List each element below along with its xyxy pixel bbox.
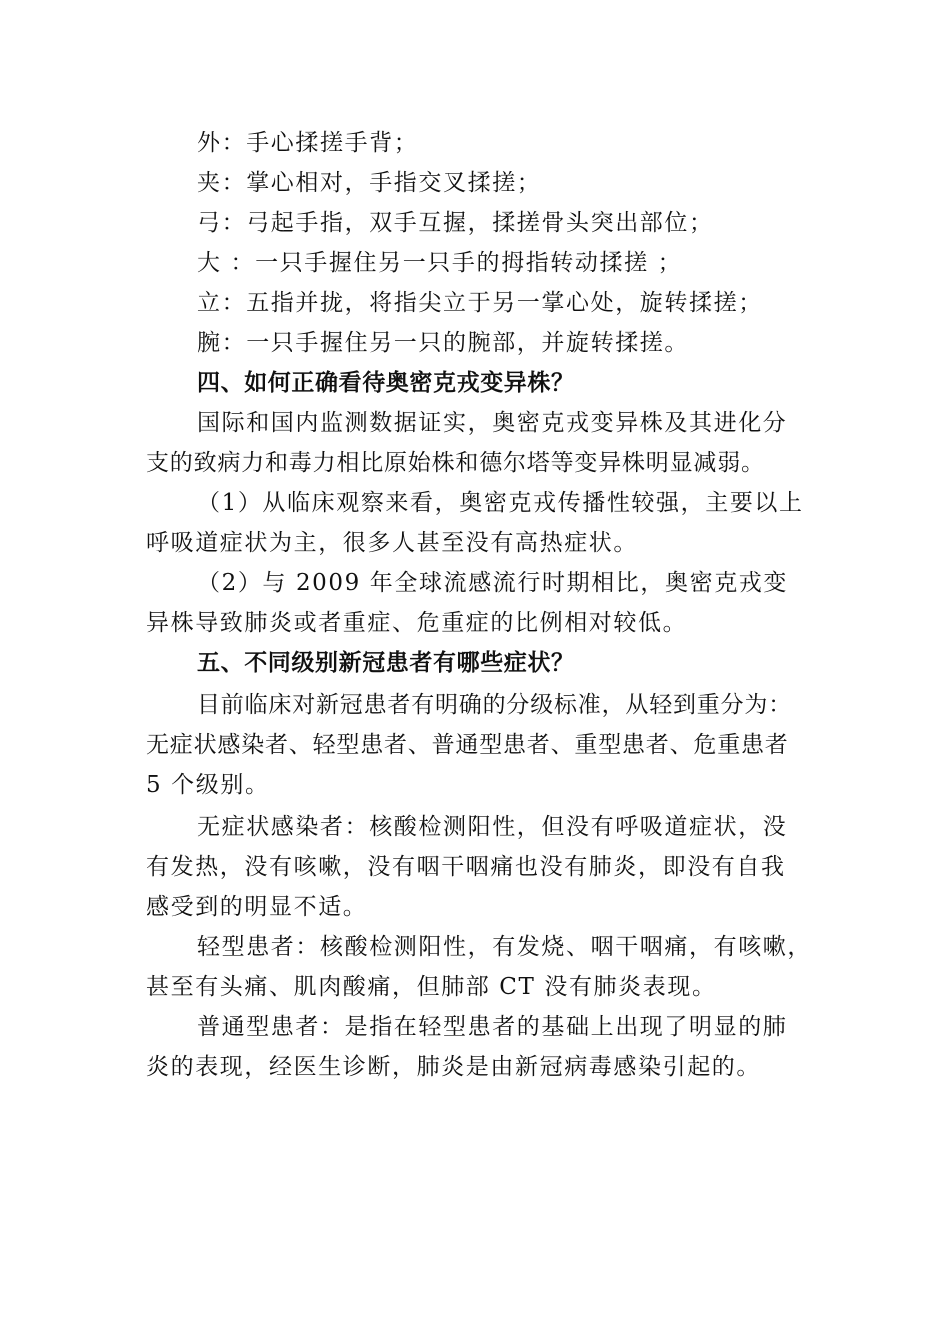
section-4-para2-line2: 呼吸道症状为主，很多人甚至没有高热症状。 bbox=[146, 530, 638, 556]
asymptomatic-line1: 无症状感染者：核酸检测阳性，但没有呼吸道症状，没 bbox=[197, 814, 788, 840]
ordinary-line1: 普通型患者：是指在轻型患者的基础上出现了明显的肺 bbox=[197, 1014, 788, 1040]
step-jia: 夹：掌心相对，手指交叉揉搓； bbox=[197, 170, 542, 196]
step-da: 大 ：一只手握住另一只手的拇指转动揉搓 ； bbox=[197, 250, 683, 276]
step-wai: 外：手心揉搓手背； bbox=[197, 130, 419, 156]
step-gong: 弓：弓起手指，双手互握，揉搓骨头突出部位； bbox=[197, 210, 714, 236]
asymptomatic-line2: 有发热，没有咳嗽，没有咽干咽痛也没有肺炎，即没有自我 bbox=[146, 854, 786, 880]
section-5-intro-line1: 目前临床对新冠患者有明确的分级标准，从轻到重分为： bbox=[197, 692, 792, 718]
section-5-heading: 五、不同级别新冠患者有哪些症状？ bbox=[197, 650, 575, 676]
section-4-para3-line1: （2）与 2009 年全球流感流行时期相比，奥密克戎变 bbox=[197, 570, 788, 596]
section-4-para1-line1: 国际和国内监测数据证实，奥密克戎变异株及其进化分 bbox=[197, 410, 788, 436]
mild-line1: 轻型患者：核酸检测阳性，有发烧、咽干咽痛，有咳嗽， bbox=[197, 934, 812, 960]
section-5-intro-line2: 无症状感染者、轻型患者、普通型患者、重型患者、危重患者 bbox=[146, 732, 789, 758]
step-li: 立：五指并拢，将指尖立于另一掌心处，旋转揉搓； bbox=[197, 290, 763, 316]
asymptomatic-line3: 感受到的明显不适。 bbox=[146, 894, 368, 920]
section-4-para1-line2: 支的致病力和毒力相比原始株和德尔塔等变异株明显减弱。 bbox=[146, 450, 765, 476]
ordinary-line2: 炎的表现，经医生诊断，肺炎是由新冠病毒感染引起的。 bbox=[146, 1054, 761, 1080]
step-wan: 腕：一只手握住另一只的腕部，并旋转揉搓。 bbox=[197, 330, 689, 356]
section-4-heading: 四、如何正确看待奥密克戎变异株？ bbox=[197, 370, 575, 396]
mild-line2: 甚至有头痛、肌肉酸痛，但肺部 CT 没有肺炎表现。 bbox=[146, 974, 717, 1000]
section-4-para2-line1: （1）从临床观察来看，奥密克戎传播性较强，主要以上 bbox=[197, 490, 804, 516]
section-5-intro-line3: 5 个级别。 bbox=[146, 772, 270, 798]
section-4-para3-line2: 异株导致肺炎或者重症、危重症的比例相对较低。 bbox=[146, 610, 688, 636]
